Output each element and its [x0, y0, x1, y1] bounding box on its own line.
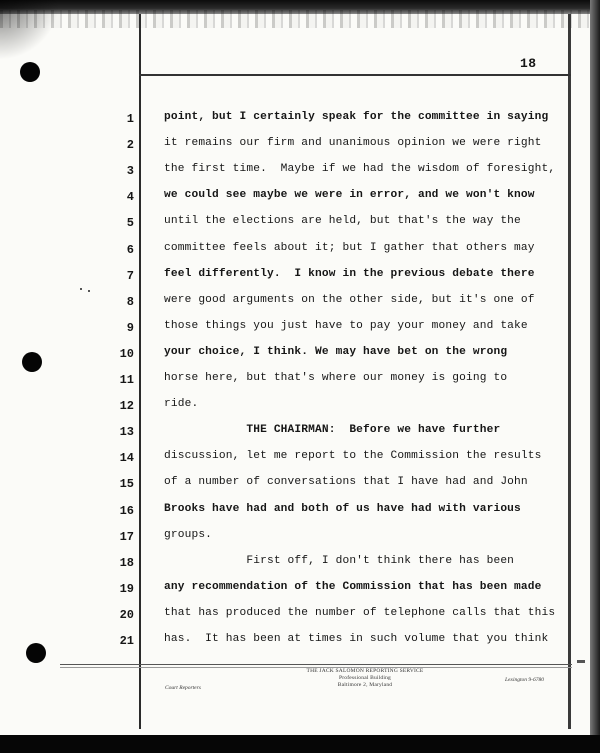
line-number: 21: [119, 634, 134, 648]
binder-hole-top: [20, 62, 40, 82]
line-number: 5: [126, 216, 134, 230]
transcript-line: Brooks have had and both of us have had with various: [164, 503, 521, 515]
transcript-line: horse here, but that's where our money is going to: [164, 372, 508, 384]
line-number: 2: [126, 138, 134, 152]
transcript-line: were good arguments on the other side, but it's one of: [164, 294, 535, 306]
transcript-line: THE CHAIRMAN: Before we have further: [164, 424, 501, 436]
line-number: 4: [126, 190, 134, 204]
transcript-line: groups.: [164, 529, 213, 541]
transcript-line: committee feels about it; but I gather that others may: [164, 242, 535, 254]
scan-speck: [577, 660, 585, 663]
line-number: 17: [119, 530, 134, 544]
transcript-line: the first time. Maybe if we had the wisdom of foresight,: [164, 163, 556, 175]
footer-court-reporters: Court Reporters: [165, 685, 201, 691]
transcript-line: First off, I don't think there has been: [164, 555, 515, 567]
line-number: 15: [119, 477, 134, 491]
left-margin-rule: [139, 14, 141, 729]
page-number: 18: [520, 56, 537, 71]
transcript-line: until the elections are held, but that's the way the: [164, 215, 521, 227]
transcript-line: that has produced the number of telephone calls that this: [164, 607, 556, 619]
transcript-line: point, but I certainly speak for the committee in saying: [164, 111, 549, 123]
transcript-line: any recommendation of the Commission that has been made: [164, 581, 542, 593]
transcript-line: has. It has been at times in such volume that you think: [164, 633, 549, 645]
line-number: 20: [119, 608, 134, 622]
line-number: 9: [126, 321, 134, 335]
line-number: 19: [119, 582, 134, 596]
line-number: 18: [119, 556, 134, 570]
transcript-line: discussion, let me report to the Commission the results: [164, 450, 542, 462]
reporting-service-block: [280, 668, 450, 689]
reporting-service-building: Professional Building: [338, 675, 392, 681]
line-number: 11: [119, 373, 134, 387]
scan-speck: [88, 290, 90, 292]
scan-right-edge: [590, 0, 600, 753]
line-number: 14: [119, 451, 134, 465]
line-number: 13: [119, 425, 134, 439]
binder-hole-middle: [22, 352, 42, 372]
line-number: 1: [126, 112, 134, 126]
scan-bottom-edge: [0, 735, 600, 753]
transcript-line: of a number of conversations that I have had and John: [164, 476, 528, 488]
transcript-line: it remains our firm and unanimous opinion we were right: [164, 137, 542, 149]
transcript-line: your choice, I think. We may have bet on the wrong: [164, 346, 508, 358]
transcript-line: we could see maybe we were in error, and we won't know: [164, 189, 535, 201]
reporting-service-name: THE JACK SALOMON REPORTING SERVICE: [306, 668, 424, 674]
line-number: 12: [119, 399, 134, 413]
transcript-line: those things you just have to pay your money and take: [164, 320, 528, 332]
footer-rule: [60, 664, 572, 665]
reporting-service-city: Baltimore 2, Maryland: [337, 682, 393, 688]
scan-top-noise: [0, 10, 600, 28]
line-number: 8: [126, 295, 134, 309]
right-margin-rule: [568, 14, 571, 729]
scan-speck: [80, 288, 82, 290]
line-number: 7: [126, 269, 134, 283]
line-number: 10: [119, 347, 134, 361]
line-number: 6: [126, 243, 134, 257]
binder-hole-bottom: [26, 643, 46, 663]
footer-phone: Lexington 9-6780: [505, 677, 544, 683]
transcript-line: ride.: [164, 398, 199, 410]
scan-corner-shadow: [0, 0, 60, 60]
header-rule: [139, 74, 571, 76]
transcript-line: feel differently. I know in the previous debate there: [164, 268, 535, 280]
line-number: 3: [126, 164, 134, 178]
line-number: 16: [119, 504, 134, 518]
